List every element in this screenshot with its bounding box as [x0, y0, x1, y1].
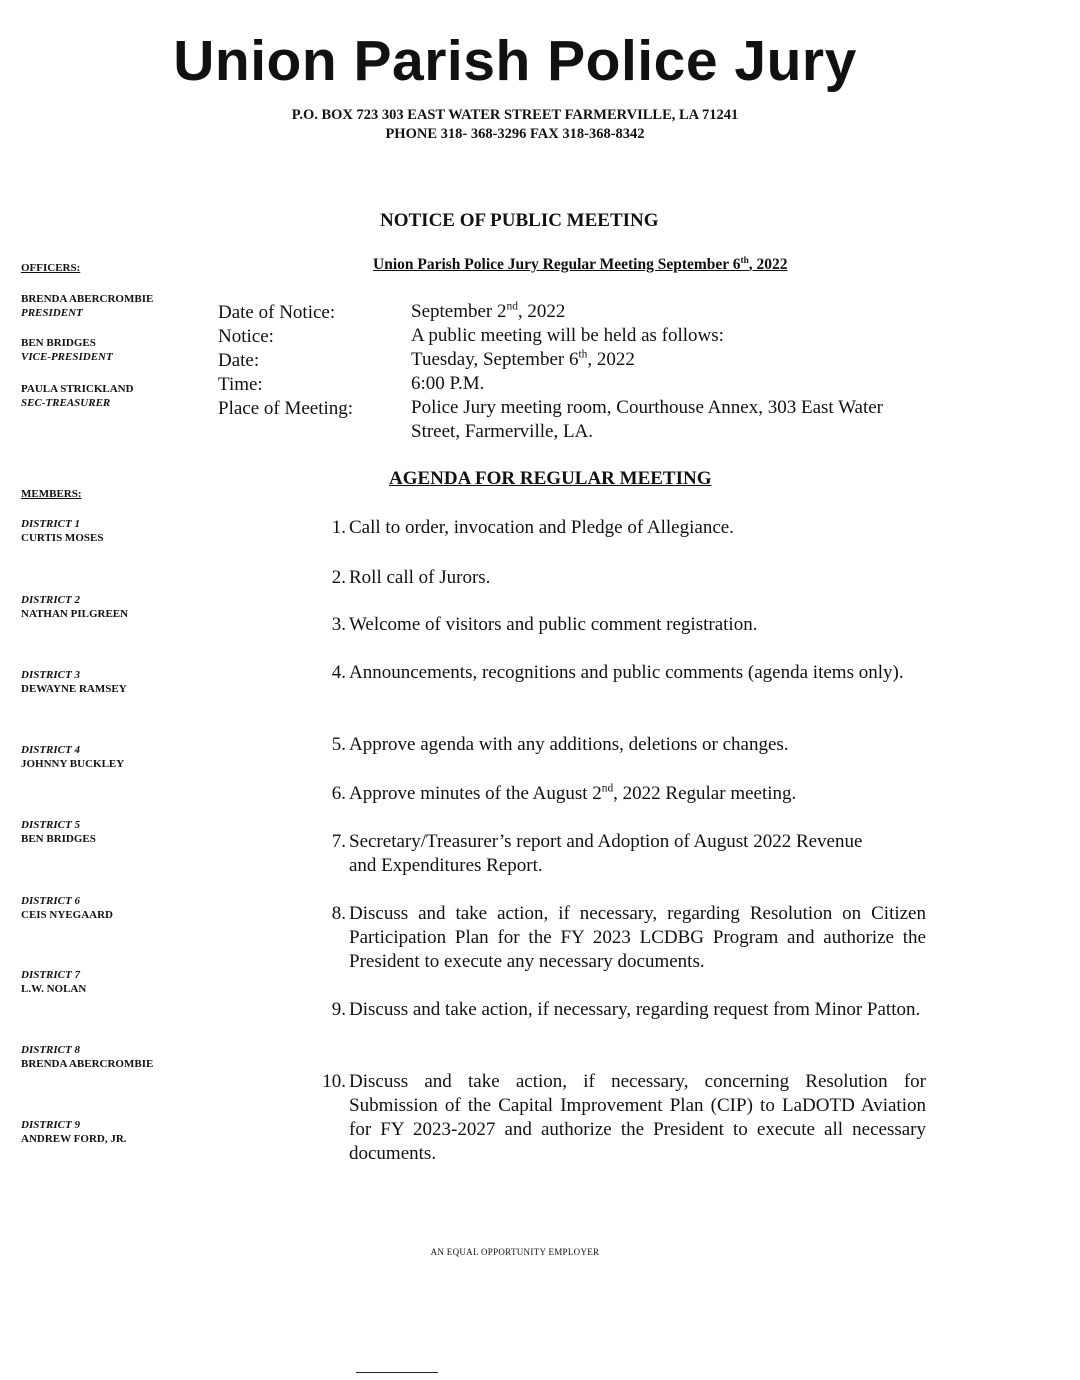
agenda-item	[312, 516, 926, 540]
meeting-heading: Union Parish Police Jury Regular Meeting September 6th, 2022	[373, 255, 788, 273]
date-label: Date:	[218, 350, 260, 371]
agenda-item-number: 1.	[331, 517, 346, 538]
agenda-item-number: 8.	[331, 903, 346, 924]
members-label: MEMBERS:	[21, 488, 82, 500]
officer-name: BRENDA ABERCROMBIE	[21, 293, 154, 305]
district-label: DISTRICT 9	[21, 1119, 80, 1131]
footer-equal-opportunity: AN EQUAL OPPORTUNITY EMPLOYER	[430, 1247, 600, 1257]
agenda-item-number: 9.	[331, 999, 346, 1020]
agenda-item	[312, 566, 926, 590]
district-member	[21, 1118, 127, 1146]
agenda-item	[312, 1070, 926, 1166]
district-label: DISTRICT 1	[21, 518, 80, 530]
organization-title: Union Parish Police Jury	[173, 29, 857, 93]
agenda-item-text: Roll call of Jurors.	[349, 567, 491, 588]
district-member	[21, 1043, 153, 1071]
agenda-item-text: Secretary/Treasurer’s report and Adoption of August 2022 Revenue and Expenditures Report.	[349, 831, 863, 876]
district-member	[21, 743, 124, 771]
district-label: DISTRICT 6	[21, 895, 80, 907]
agenda-item	[312, 830, 872, 878]
agenda-heading: AGENDA FOR REGULAR MEETING	[389, 468, 712, 489]
bottom-rule	[356, 1372, 438, 1373]
officer-vice-president	[21, 336, 113, 364]
agenda-item-number: 10.	[322, 1071, 346, 1092]
officer-sec-treasurer	[21, 382, 134, 410]
time-value: 6:00 P.M.	[411, 373, 485, 394]
member-name: BRENDA ABERCROMBIE	[21, 1058, 154, 1070]
officer-role: SEC-TREASURER	[21, 397, 111, 409]
district-label: DISTRICT 5	[21, 819, 80, 831]
officer-role: PRESIDENT	[21, 307, 83, 319]
date-of-notice-label: Date of Notice:	[218, 302, 336, 323]
district-member	[21, 517, 103, 545]
district-label: DISTRICT 8	[21, 1044, 80, 1056]
date-value: Tuesday, September 6th, 2022	[411, 348, 635, 370]
date-of-notice-value: September 2nd, 2022	[411, 300, 566, 322]
agenda-item-text: Approve minutes of the August 2nd, 2022 Regular meeting.	[349, 782, 797, 804]
agenda-item	[312, 661, 926, 685]
agenda-item	[312, 613, 926, 637]
member-name: L.W. NOLAN	[21, 983, 87, 995]
district-label: DISTRICT 7	[21, 969, 80, 981]
agenda-item-text: Approve agenda with any additions, deletions or changes.	[349, 734, 789, 755]
place-label: Place of Meeting:	[218, 398, 354, 419]
notice-title: NOTICE OF PUBLIC MEETING	[380, 210, 659, 231]
district-member	[21, 593, 128, 621]
agenda-item	[312, 902, 926, 974]
time-label: Time:	[218, 374, 263, 395]
officer-president	[21, 292, 153, 320]
place-value: Police Jury meeting room, Courthouse Annex, 303 East Water Street, Farmerville, LA.	[411, 397, 883, 442]
district-member	[21, 894, 113, 922]
agenda-item-text: Call to order, invocation and Pledge of Allegiance.	[349, 517, 734, 538]
notice-label: Notice:	[218, 326, 274, 347]
district-label: DISTRICT 4	[21, 744, 80, 756]
agenda-item	[312, 782, 926, 806]
agenda-item-number: 2.	[331, 567, 346, 588]
district-member	[21, 968, 86, 996]
agenda-item-number: 4.	[331, 662, 346, 683]
member-name: NATHAN PILGREEN	[21, 608, 129, 620]
agenda-item	[312, 998, 926, 1022]
notice-value: A public meeting will be held as follows:	[411, 325, 724, 346]
agenda-item-text: Discuss and take action, if necessary, concerning Resolution for Submission of the Capital Improvement Plan (CIP) to LaDOTD Aviation for FY 2023-2027 and authorize the President to execute all necessary documents.	[349, 1071, 926, 1164]
district-member	[21, 668, 127, 696]
officer-role: VICE-PRESIDENT	[21, 351, 113, 363]
officers-label: OFFICERS:	[21, 262, 81, 274]
agenda-item-text: Welcome of visitors and public comment registration.	[349, 614, 758, 635]
agenda-item-number: 5.	[331, 734, 346, 755]
agenda-item	[312, 733, 926, 757]
district-member	[21, 818, 96, 846]
member-name: BEN BRIDGES	[21, 833, 96, 845]
agenda-item-text: Discuss and take action, if necessary, regarding Resolution on Citizen Participation Plan for the FY 2023 LCDBG Program and authorize the President to execute any necessary documents.	[349, 903, 926, 972]
district-label: DISTRICT 2	[21, 594, 80, 606]
district-label: DISTRICT 3	[21, 669, 80, 681]
agenda-item-text: Discuss and take action, if necessary, regarding request from Minor Patton.	[349, 999, 921, 1020]
member-name: JOHNNY BUCKLEY	[21, 758, 125, 770]
member-name: CURTIS MOSES	[21, 532, 104, 544]
member-name: ANDREW FORD, JR.	[21, 1133, 127, 1145]
agenda-item-number: 3.	[331, 614, 346, 635]
address-line: P.O. BOX 723 303 EAST WATER STREET FARMERVILLE, LA 71241	[291, 107, 739, 123]
agenda-item-number: 6.	[331, 783, 346, 804]
officer-name: BEN BRIDGES	[21, 337, 96, 349]
phone-fax-line: PHONE 318- 368-3296 FAX 318-368-8342	[385, 126, 645, 142]
agenda-item-number: 7.	[331, 831, 346, 852]
officer-name: PAULA STRICKLAND	[21, 383, 134, 395]
member-name: CEIS NYEGAARD	[21, 909, 113, 921]
member-name: DEWAYNE RAMSEY	[21, 683, 127, 695]
agenda-item-text: Announcements, recognitions and public comments (agenda items only).	[349, 662, 904, 683]
